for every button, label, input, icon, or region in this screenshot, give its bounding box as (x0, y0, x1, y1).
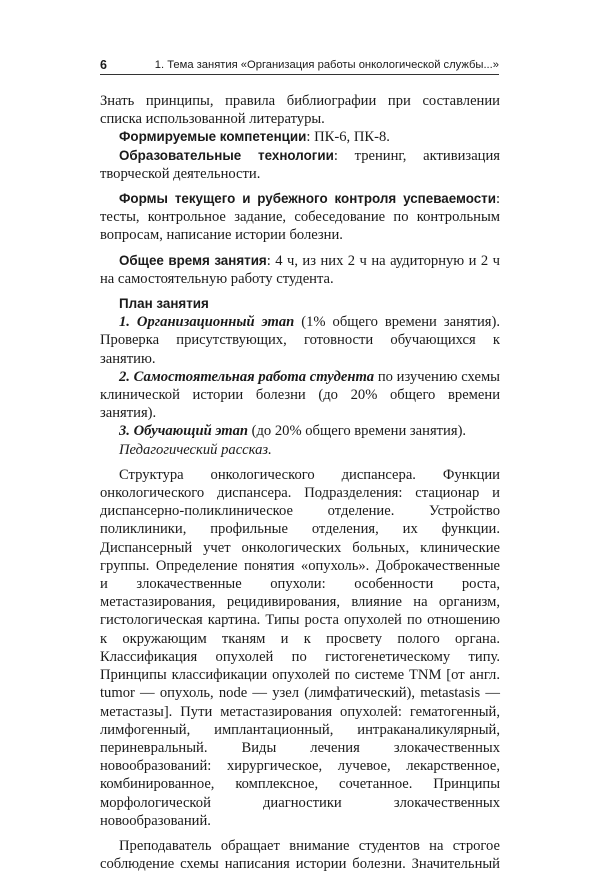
competencies-paragraph (100, 128, 500, 146)
technologies-text: : тренинг, активизация творческой деятельности. (100, 147, 500, 182)
story-label: Педагогический рассказ. (119, 441, 272, 458)
running-title: 1. Тема занятия «Организация работы онкологической службы...» (154, 59, 499, 71)
page-number: 6 (100, 58, 107, 72)
control-paragraph (100, 190, 500, 245)
main-paragraph: Структура онкологического диспансера. Функции онкологического диспансера. Подразделения: стационар и диспансерно-поликлиническое отделение. Устройство поликлиники, профильные отделения, их функции. Диспансерный учет онкологических больных, клинические группы. Определение понятия «опухоль». Доброкачественные и злокачественные опухоли: особенности роста, метастазирования, рецидивирования, влияние на организм, гистологическая картина. Типы роста опухолей по отношению к окружающим тканям и к просвету полого органа. Классификация опухолей по гистогенетическому типу. Принципы классификации опухолей по системе TNM [от англ. tumor — опухоль, node — узел (лимфатический), metastasis — метастазы]. Пути метастазирования опухолей: гематогенный, лимфогенный, имплантационный, интраканаликулярный, периневральный. Виды лечения злокачественных новообразований: хирургическое, лучевое, лекарственное, комбинированное, комплексное, сочетанное. Принципы морфологической диагностики злокачественных новообразований. (100, 466, 500, 829)
final-paragraph: Преподаватель обращает внимание студентов на строгое соблюдение схемы написания истории болезни. Значительный (100, 837, 500, 873)
plan-item-3 (100, 422, 500, 440)
intro-paragraph: Знать принципы, правила библиографии при составлении списка использованной литературы. (100, 93, 500, 128)
control-label: Формы текущего и рубежного контроля успеваемости (119, 191, 496, 207)
plan-item-3-label: 3. Обучающий этап (119, 423, 248, 440)
total-time-label: Общее время занятия (119, 252, 267, 268)
total-time-paragraph (100, 252, 500, 288)
plan-item-3-text: (до 20% общего времени занятия). (247, 423, 467, 440)
page-body (100, 92, 500, 873)
competencies-label: Формируемые компетенции (119, 129, 307, 145)
competencies-text: : ПК-6, ПК-8. (306, 129, 390, 146)
plan-item-2 (100, 368, 500, 423)
running-header (100, 56, 499, 75)
plan-title: План занятия (119, 296, 209, 312)
plan-item-2-text: по изучению схемы клинической истории болезни (до 20% общего времени занятия). (100, 368, 500, 422)
control-text: : тесты, контрольное задание, собеседование по контрольным вопросам, написание истории болезни. (100, 191, 500, 244)
plan-item-2-label: 2. Самостоятельная работа студента (119, 368, 375, 385)
plan-item-1-label: 1. Организационный этап (119, 314, 295, 331)
plan-item-1 (100, 313, 500, 368)
technologies-label: Образовательные технологии (119, 147, 334, 163)
total-time-text: : 4 ч, из них 2 ч на аудиторную и 2 ч на самостоятельную работу студента. (100, 252, 500, 287)
plan-item-1-text: (1% общего времени занятия). Проверка присутствующих, готовности обучающихся к занятию. (100, 314, 501, 367)
technologies-paragraph (100, 147, 500, 183)
